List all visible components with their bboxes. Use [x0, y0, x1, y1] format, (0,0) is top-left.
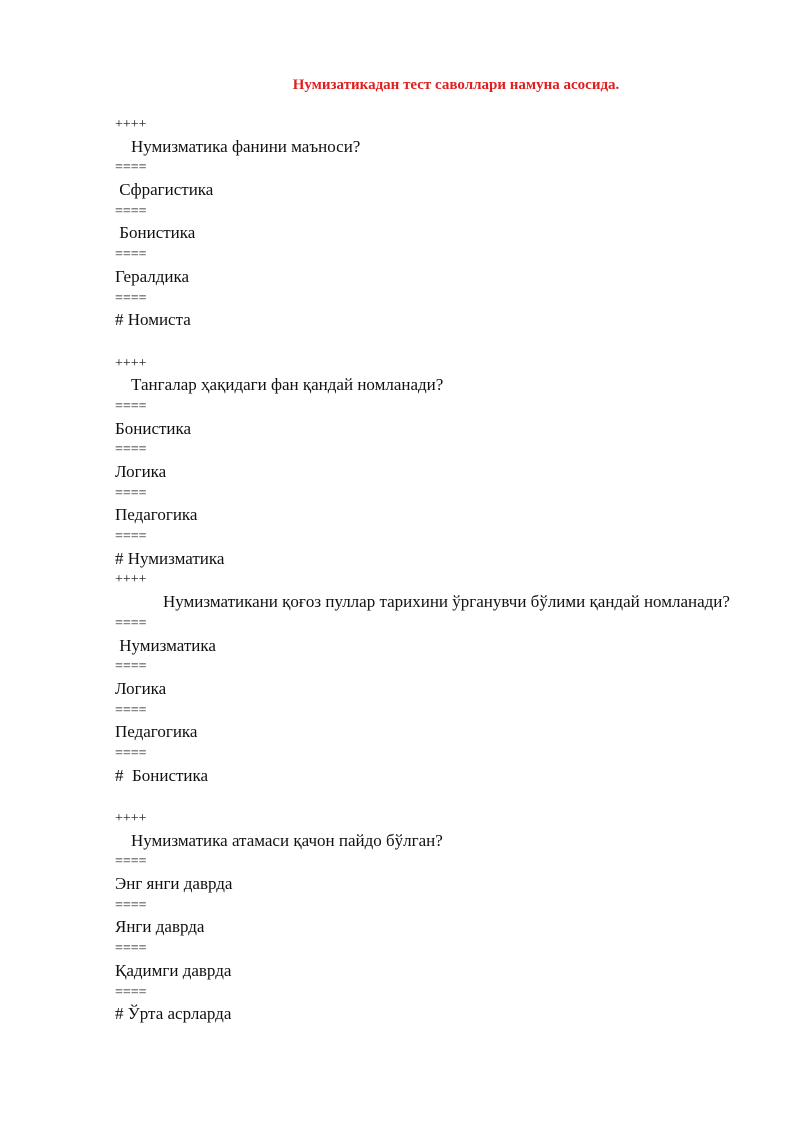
option-separator: ==== — [115, 485, 147, 501]
question-text: Тангалар ҳақидаги фан қандай номланади? — [131, 375, 444, 395]
answer-option: Логика — [115, 678, 167, 698]
answer-option: Бонистика — [115, 223, 196, 243]
option-separator: ==== — [115, 984, 147, 1000]
question-marker: ++++ — [115, 117, 147, 132]
option-separator: ==== — [115, 290, 147, 306]
question-marker: ++++ — [115, 572, 147, 588]
option-separator: ==== — [115, 659, 147, 675]
blank-line — [115, 331, 743, 353]
question-block — [115, 569, 743, 786]
answer-option: Логика — [115, 462, 167, 481]
answer-option: Энг янги даврда — [115, 874, 233, 894]
document-title: Нумизатикадан тест саволлари намуна асосида. — [292, 77, 620, 93]
option-separator: ==== — [115, 247, 147, 263]
answer-option: Педагогика — [115, 722, 198, 742]
answer-option: Қадимги даврда — [115, 960, 232, 980]
option-separator: ==== — [115, 160, 147, 176]
question-text: Нумизматика фанини маъноси? — [131, 136, 361, 156]
answer-option: Сфрагистика — [115, 180, 214, 200]
question-block — [115, 808, 743, 1025]
option-separator: ==== — [115, 203, 147, 219]
correct-answer-option: # Нумизматика — [115, 548, 225, 568]
option-separator: ==== — [115, 745, 147, 761]
correct-answer-option: # Ўрта асрларда — [115, 1004, 232, 1024]
option-separator: ==== — [115, 702, 147, 718]
answer-option: Педагогика — [115, 505, 198, 525]
question-marker: ++++ — [115, 355, 147, 371]
question-block — [115, 114, 743, 331]
option-separator: ==== — [115, 941, 147, 957]
option-separator: ==== — [115, 854, 147, 870]
option-separator: ==== — [115, 442, 147, 458]
blank-line — [115, 786, 743, 808]
question-text: Нумизматика атамаси қачон пайдо бўлган? — [131, 830, 443, 850]
answer-option: Янги даврда — [115, 917, 205, 937]
correct-answer-option: # Бонистика — [115, 765, 209, 785]
option-separator: ==== — [115, 398, 147, 414]
answer-option: Гералдика — [115, 266, 190, 286]
option-separator: ==== — [115, 529, 147, 545]
answer-option: Бонистика — [115, 418, 192, 438]
answer-option: Нумизматика — [115, 635, 216, 655]
option-separator: ==== — [115, 615, 147, 631]
correct-answer-option: # Номиста — [115, 310, 191, 330]
question-text: Нумизматикани қоғоз пуллар тарихини ўрганувчи бўлими қандай номланади? — [163, 592, 730, 612]
question-marker: ++++ — [115, 811, 147, 827]
option-separator: ==== — [115, 897, 147, 913]
question-block — [115, 353, 743, 570]
document-body — [115, 114, 743, 1025]
